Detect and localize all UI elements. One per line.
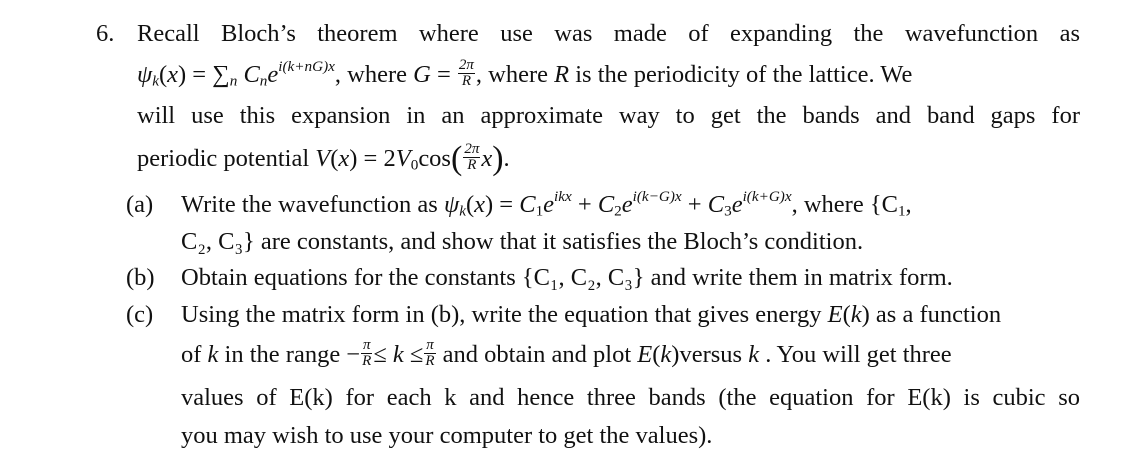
k-range-formula: − $\frac{\pi}{R}$ ≤ k ≤ $\frac{\pi}{R}$ bbox=[346, 336, 435, 369]
question-number: 6. bbox=[96, 20, 115, 47]
intro-line-2-text-a: , where bbox=[334, 61, 407, 88]
part-a-line-1: Write the wavefunction as $\psi_k(x) = C_1e^{ikx} + C_2e^{i(k-G)x} + C_3e^{i(k+G)x}$, where {$C_1$, bbox=[181, 188, 912, 220]
intro-line-1: Recall Bloch’s theorem where use was made of expanding the wavefunction as bbox=[137, 20, 1080, 47]
intro-line-2-text-c: is the periodicity of the lattice. We bbox=[575, 61, 913, 88]
part-c-text-b: as a function bbox=[875, 301, 1002, 328]
part-c-text-f: versus bbox=[679, 341, 743, 368]
part-a-text-b: , where {C bbox=[791, 191, 898, 218]
intro-line-3: will use this expansion in an approximate way to get the bands and band gaps for bbox=[137, 102, 1080, 129]
intro-line-2 bbox=[137, 56, 913, 92]
bloch-expansion-formula: $\psi_k(x) = \sum_n$ $C_ne^{i(k+nG)x}$ bbox=[137, 58, 335, 90]
periodicity-symbol: R bbox=[554, 61, 570, 88]
part-c-text-a: Using the matrix form in (b), write the equation that gives energy bbox=[181, 301, 822, 328]
part-a-line-2: C₂, C₃} are constants, and show that it satisfies the Bloch’s condition. bbox=[181, 228, 864, 255]
part-c-text-c: of bbox=[181, 341, 202, 368]
part-c-label: (c) bbox=[126, 301, 154, 328]
part-c-line-3: values of E(k) for each k and hence three bands (the equation for E(k) is cubic so bbox=[181, 384, 1080, 411]
part-b-line-1: Obtain equations for the constants {C₁, C₂, C₃} and write them in matrix form. bbox=[181, 264, 953, 291]
energy-function-formula: E(k) bbox=[827, 301, 870, 328]
reciprocal-vector-formula: G = $\frac{2\pi}{R}$ bbox=[413, 56, 474, 89]
potential-formula: $V(x) = 2V_0\cos$( $\frac{2\pi}{R}$ x) bbox=[315, 140, 504, 177]
part-a-text-a: Write the wavefunction as bbox=[181, 191, 438, 218]
part-c-text-d: in the range bbox=[224, 341, 341, 368]
part-a-label: (a) bbox=[126, 191, 154, 218]
part-b-label: (b) bbox=[126, 264, 155, 291]
intro-line-4-text: periodic potential bbox=[137, 145, 310, 172]
intro-line-2-text-b: , where bbox=[475, 61, 549, 88]
part-c-line-4: you may wish to use your computer to get the values). bbox=[181, 422, 713, 449]
trial-wavefunction-formula: $\psi_k(x) = C_1e^{ikx} + C_2e^{i(k-G)x} + C_3e^{i(k+G)x}$ bbox=[443, 188, 792, 220]
part-c-line-1 bbox=[181, 300, 1001, 330]
part-c-text-e: and obtain and plot bbox=[442, 341, 632, 368]
intro-line-4: periodic potential $V(x) = 2V_0\cos$( $\frac{2\pi}{R}$ x). bbox=[137, 140, 510, 177]
part-c-line-2: of k in the range − $\frac{\pi}{R}$ ≤ k ≤ $\frac{\pi}{R}$ and obtain and plot E(k)versus k . You will get three bbox=[181, 336, 952, 369]
